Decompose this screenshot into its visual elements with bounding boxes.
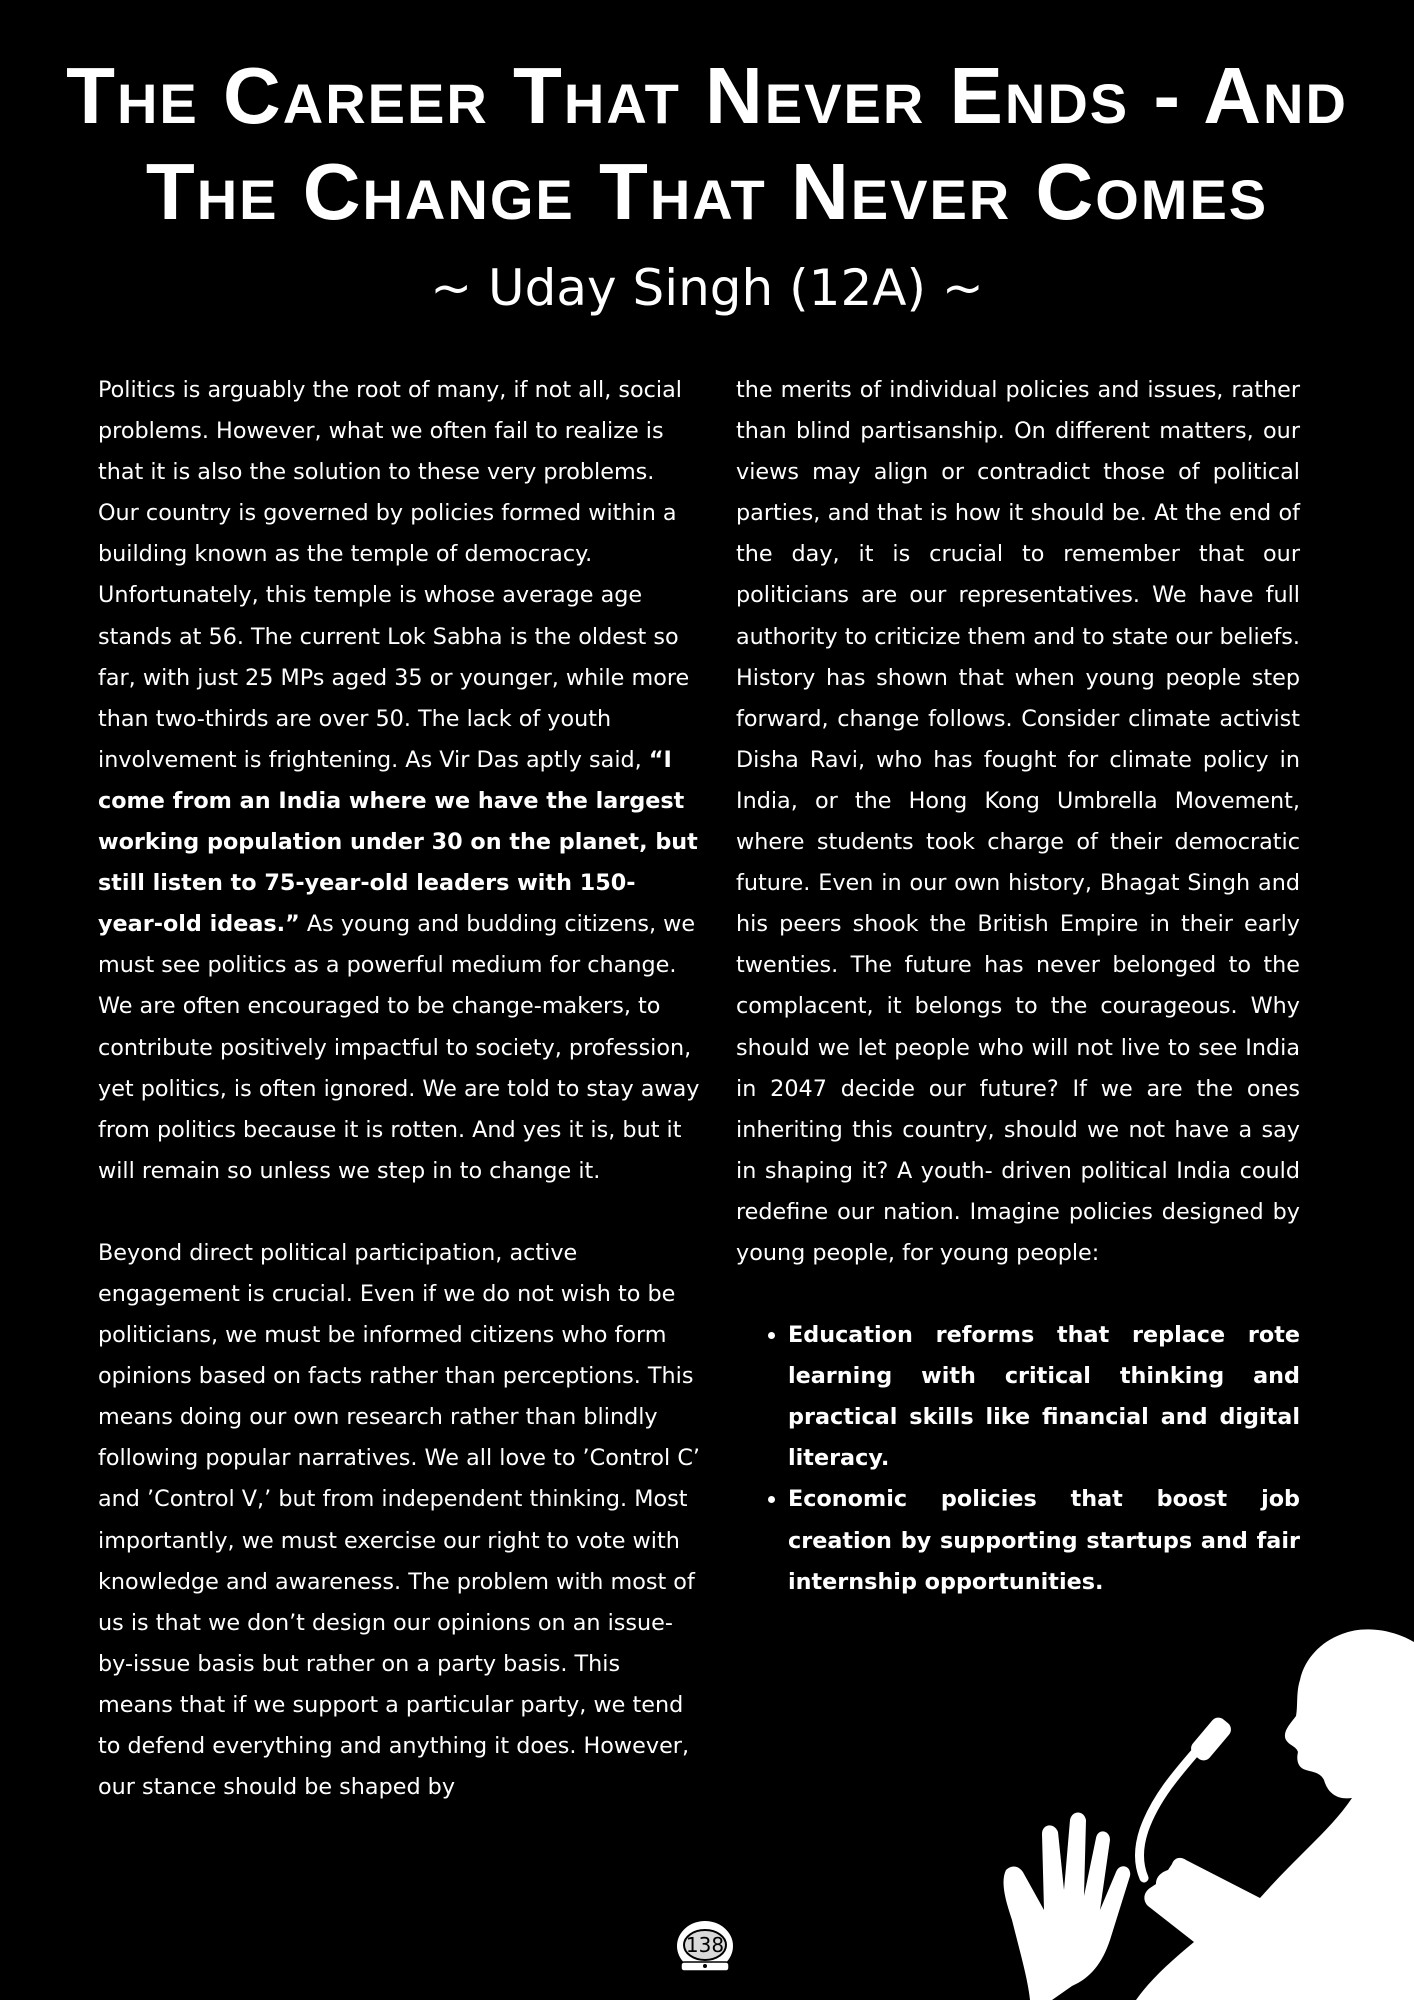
intro-text: Politics is arguably the root of many, if not all, social problems. However, what we often fail to realize is that it is also the solution to these very problems. Our country is governed by policies formed within a building known as the temple of democracy. Unfortunately, this temple is whose average age stands at 56. The current Lok Sabha is the oldest so far, with just 25 MPs aged 35 or younger, while more than two-thirds are over 50. The lack of youth involvement is frightening. As Vir Das aptly said,: [98, 377, 690, 773]
title-line-1: The Career That Never Ends - And: [66, 51, 1348, 140]
paragraph-partisanship: the merits of individual policies and issues, rather than blind partisanship. On different matters, our views may align or contradict those of political parties, and that is how it should be. At the end of the day, it is crucial to remember that our politicians are our representatives. We have full authority to criticize them and to state our beliefs. History has shown that when young people step forward, change follows. Consider climate activist Disha Ravi, who has fought for climate policy in India, or the Hong Kong Umbrella Movement, where students took charge of their democratic future. Even in our own history, Bhagat Singh and his peers shook the British Empire in their early twenties. The future has never belonged to the complacent, it belongs to the courageous. Why should we let people who will not live to see India in 2047 decide our future? If we are the ones inheriting this country, should we not have a say in shaping it? A youth- driven political India could redefine our nation. Imagine policies designed by young people, for young people:: [736, 377, 1300, 1266]
article-title: [0, 48, 1414, 240]
left-column: [98, 370, 702, 1808]
intro-text-continued: As young and budding citizens, we must see politics as a powerful medium for change. We are often encouraged to be change-makers, to contribute positively impactful to society, profession, yet politics, is often ignored. We are told to stay away from politics because it is rotten. And yes it is, but it will remain so unless we step in to change it.: [98, 911, 700, 1184]
author-byline: ~ Uday Singh (12A) ~: [430, 259, 984, 317]
policy-list: [736, 1315, 1300, 1603]
paragraph-engagement: Beyond direct political participation, active engagement is crucial. Even if we do not wish to be politicians, we must be informed citizens who form opinions based on facts rather than perceptions. This means doing our own research rather than blindly following popular narratives. We all love to ’Control C’ and ’Control V,’ but from independent thinking. Most importantly, we must exercise our right to vote with knowledge and awareness. The problem with most of us is that we don’t design our opinions on an issue-by-issue basis but rather on a party basis. This means that if we support a particular party, we tend to defend everything and anything it does. However, our stance should be shaped by: [98, 1239, 700, 1801]
list-item-education: • Education reforms that replace rote learning with critical thinking and practical skills like financial and digital literacy.: [788, 1315, 1300, 1479]
right-column: [736, 370, 1300, 1603]
page-number: 138: [685, 1933, 725, 1957]
vir-das-quote: “I come from an India where we have the largest working population under 30 on the planet, but still listen to 75-year-old leaders with 150- year-old ideas.”: [98, 746, 698, 938]
page-number-badge: [673, 1918, 737, 1974]
list-item-economic: • Economic policies that boost job creation by supporting startups and fair internship opportunities.: [788, 1479, 1300, 1602]
title-line-2: The Change That Never Comes: [145, 147, 1269, 236]
paragraph-intro: [98, 370, 702, 1192]
speaker-silhouette-illustration: [960, 1620, 1414, 2000]
